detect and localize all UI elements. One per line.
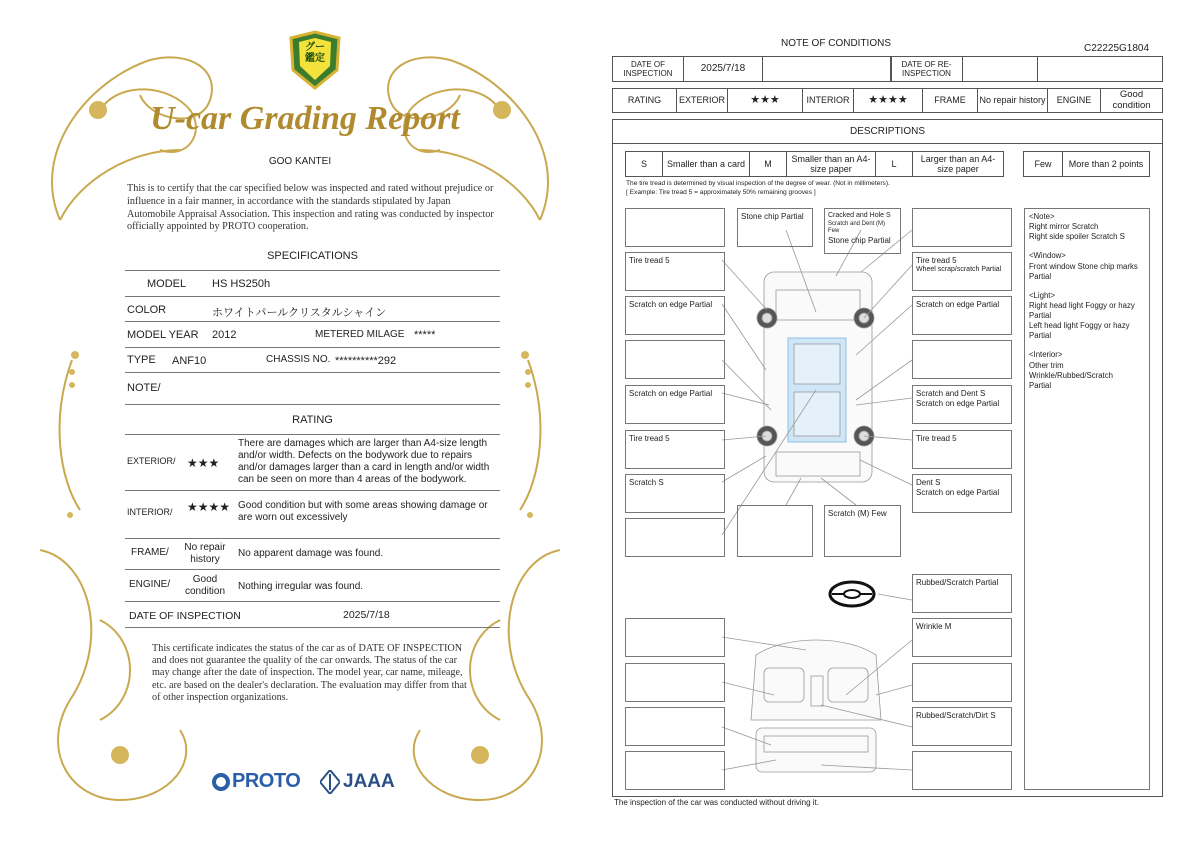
divider — [125, 569, 500, 570]
model-label: MODEL — [147, 278, 187, 290]
divider — [125, 404, 500, 405]
notes-line: <Window> — [1029, 251, 1066, 261]
descriptions-heading: DESCRIPTIONS — [612, 120, 1163, 144]
proto-logo — [212, 770, 300, 793]
report-subtitle: GOO KANTEI — [268, 156, 332, 167]
damage-box-scratch-m-few: Scratch (M) Few — [824, 505, 901, 557]
notes-line: Partial — [1029, 271, 1052, 281]
damage-box-steering: Rubbed/Scratch Partial — [912, 574, 1012, 613]
damage-box — [737, 505, 813, 557]
jaaa-logo — [320, 770, 395, 794]
jaaa-mark-icon — [320, 770, 340, 794]
notes-line: Other trim — [1029, 360, 1064, 370]
damage-box-edge-left-front: Scratch on edge Partial — [625, 296, 725, 335]
frame-description: No apparent damage was found. — [238, 548, 384, 559]
notes-line: Partial — [1029, 311, 1052, 320]
damage-box — [625, 518, 725, 557]
exterior-stars: ★★★ — [187, 456, 220, 470]
chassis-label: CHASSIS NO. — [266, 354, 331, 365]
damage-box — [912, 663, 1012, 702]
report-title: U-car Grading Report — [150, 100, 460, 137]
conditions-title: NOTE OF CONDITIONS — [781, 38, 891, 49]
notes-panel — [1024, 208, 1150, 790]
scratch-edge-text: Scratch on edge Partial — [916, 488, 1000, 497]
legend-few: Few — [1023, 151, 1063, 177]
note-label: NOTE/ — [127, 382, 161, 394]
cracked-hole-text: Cracked and Hole S — [828, 212, 891, 219]
notes-line: Right side spoiler Scratch S — [1029, 232, 1125, 242]
interior-description: Good condition but with some areas showing damage or are worn out excessively — [238, 500, 488, 523]
mileage-label: METERED MILAGE — [315, 329, 405, 340]
exterior-label: EXTERIOR — [676, 88, 728, 113]
notes-line: Right head light Foggy or hazy — [1029, 300, 1135, 310]
proto-mark-icon — [212, 773, 230, 791]
mileage-value: ***** — [414, 329, 436, 341]
rating-heading: RATING — [292, 414, 333, 426]
inspection-footer: The inspection of the car was conducted without driving it. — [614, 798, 819, 807]
divider — [125, 601, 500, 602]
stone-chip-text: Stone chip Partial — [828, 235, 891, 245]
notes-line: <Light> — [1029, 290, 1056, 300]
certificate-disclaimer: This certificate indicates the status of the car as of DATE OF INSPECTION and does not guarantee the quality of the car onwards. The status of the car may change after the date of inspection. The model year, car name, mileage, etc. are based on the dealer's declaration. The evaluation may differ from that of other inspection organizations. — [152, 643, 467, 703]
damage-box-tire-front-left: Tire tread 5 — [625, 252, 725, 291]
divider — [125, 627, 500, 628]
model-year-label: MODEL YEAR — [127, 329, 199, 341]
certify-text: This is to certify that the car specified below was inspected and rated without prejudice or influence in a fair manner, in accordance with the standards stipulated by Japan Automobile Appraisal Association. This inspection and rating was conducted by inspector officially appointed by PROTO cooperation. — [127, 183, 494, 233]
interior-label: INTERIOR/ — [127, 507, 173, 517]
scratch-dent-text: Scratch and Dent (M) Few — [828, 220, 886, 235]
proto-logo-text: PROTO — [232, 770, 301, 792]
damage-box-dent-s — [912, 474, 1012, 513]
damage-box — [625, 618, 725, 657]
notes-line: Wrinkle/Rubbed/Scratch — [1029, 370, 1113, 380]
legend-l: L — [875, 151, 913, 177]
dent-s-text: Dent S — [916, 478, 941, 487]
damage-box-tire-rear-right: Tire tread 5 — [912, 430, 1012, 469]
legend-s-desc: Smaller than a card — [662, 151, 750, 177]
badge-text: グー 鑑定 — [305, 42, 325, 64]
goo-kantei-badge — [287, 30, 343, 92]
notes-line: Left head light Foggy or hazy — [1029, 321, 1130, 331]
inspection-date-label: DATE OF INSPECTION — [129, 610, 241, 622]
scratch-dent-s-text: Scratch and Dent S — [916, 389, 986, 398]
damage-box-dent-right — [912, 385, 1012, 424]
type-label: TYPE — [127, 354, 156, 366]
jaaa-logo-text: JAAA — [343, 771, 395, 792]
notes-spacer — [1029, 341, 1145, 350]
tire-note: The tire tread is determined by visual inspection of the degree of wear. (Not in millimeters). — [626, 180, 890, 187]
steering-wheel-icon — [830, 582, 874, 606]
engine-value: Good condition — [1100, 88, 1163, 113]
exterior-description: There are damages which are larger than A4-size length and/or width. Defects on the bodywork due to repairs and/or damages larger than a card in length and/or width can be seen on more than 4 areas of the bodywork. — [238, 438, 490, 485]
reinspection-label: DATE OF RE-INSPECTION — [890, 56, 963, 82]
frame-label: FRAME — [922, 88, 978, 113]
damage-box — [912, 340, 1012, 379]
notes-line: Front window Stone chip marks — [1029, 261, 1138, 271]
divider — [125, 347, 500, 348]
damage-box — [625, 751, 725, 790]
divider — [125, 538, 500, 539]
legend-few-desc: More than 2 points — [1062, 151, 1150, 177]
damage-box-stone-chip: Stone chip Partial — [737, 208, 813, 247]
damage-box-edge-left-rear: Scratch on edge Partial — [625, 385, 725, 424]
damage-box-wrinkle: Wrinkle M — [912, 618, 1012, 657]
damage-box — [625, 663, 725, 702]
chassis-value: **********292 — [335, 355, 397, 367]
notes-line: <Interior> — [1029, 350, 1063, 360]
notes-line: <Note> — [1029, 212, 1055, 221]
exterior-stars: ★★★ — [727, 88, 803, 113]
damage-box — [625, 208, 725, 247]
notes-line: Partial — [1029, 380, 1052, 390]
notes-line: Right mirror Scratch — [1029, 222, 1099, 232]
date-inspection-value: 2025/7/18 — [683, 56, 763, 82]
damage-box-rubbed-dirt: Rubbed/Scratch/Dirt S — [912, 707, 1012, 746]
legend-s: S — [625, 151, 663, 177]
date-inspection-label: DATE OF INSPECTION — [612, 56, 684, 82]
notes-spacer — [1029, 282, 1145, 291]
rating-label: RATING — [612, 88, 677, 113]
model-year-value: 2012 — [212, 329, 237, 341]
legend-l-desc: Larger than an A4-size paper — [912, 151, 1004, 177]
wheel-scrap-text: Wheel scrap/scratch Partial — [916, 266, 1002, 273]
interior-label: INTERIOR — [802, 88, 854, 113]
engine-value: Good condition — [184, 574, 226, 597]
damage-box-tire-rear-left: Tire tread 5 — [625, 430, 725, 469]
tire-example: [ Example: Tire tread 5 = approximately 50% remaining grooves ] — [626, 189, 816, 196]
conditions-panel — [606, 0, 1200, 848]
damage-box-edge-right-front: Scratch on edge Partial — [912, 296, 1012, 335]
frame-value: No repair history — [184, 542, 226, 565]
color-value: ホワイトパールクリスタルシャイン — [212, 307, 387, 319]
engine-label: ENGINE — [1047, 88, 1101, 113]
divider — [125, 296, 500, 297]
damage-box-front-glass — [824, 208, 901, 254]
divider — [125, 270, 500, 271]
inspection-date-value: 2025/7/18 — [343, 609, 390, 621]
notes-line: Partial — [1029, 331, 1052, 341]
frame-value: No repair history — [977, 88, 1048, 113]
damage-box — [912, 751, 1012, 790]
damage-box — [625, 707, 725, 746]
report-code: C22225G1804 — [1084, 43, 1150, 54]
damage-box — [625, 340, 725, 379]
interior-stars: ★★★★ — [853, 88, 923, 113]
spec-heading: SPECIFICATIONS — [267, 250, 358, 262]
damage-box — [912, 208, 1012, 247]
tire-tread-text: Tire tread 5 — [916, 256, 957, 265]
legend-m: M — [749, 151, 787, 177]
type-value: ANF10 — [172, 355, 207, 367]
divider — [125, 434, 500, 435]
model-value: HS HS250h — [212, 278, 271, 290]
divider — [125, 372, 500, 373]
notes-spacer — [1029, 242, 1145, 251]
frame-label: FRAME/ — [131, 547, 169, 558]
exterior-label: EXTERIOR/ — [127, 456, 176, 466]
damage-box-tire-front-right — [912, 252, 1012, 291]
engine-label: ENGINE/ — [129, 579, 171, 590]
scratch-edge-text: Scratch on edge Partial — [916, 399, 1000, 408]
color-label: COLOR — [127, 304, 167, 316]
engine-description: Nothing irregular was found. — [238, 581, 364, 592]
divider — [125, 321, 500, 322]
damage-box-scratch-s: Scratch S — [625, 474, 725, 513]
legend-m-desc: Smaller than an A4-size paper — [786, 151, 876, 177]
interior-stars: ★★★★ — [187, 500, 231, 514]
divider — [125, 490, 500, 491]
